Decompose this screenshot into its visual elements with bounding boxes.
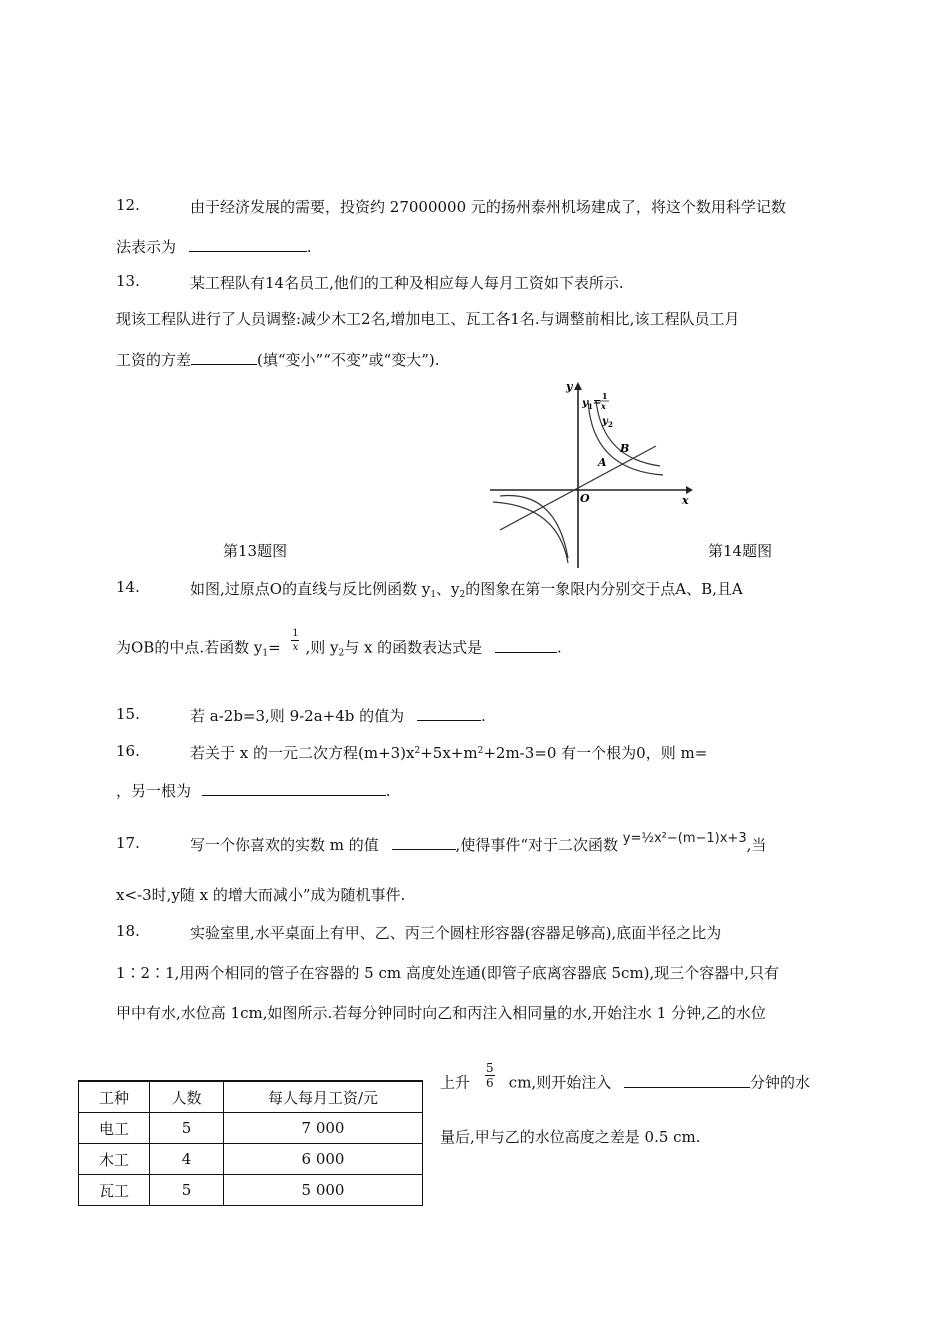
q18-text-c: 分钟的水: [749, 1073, 810, 1092]
table-header-cell: 每人每月工资/元: [224, 1081, 423, 1113]
q14-frac-num: 1: [292, 628, 299, 639]
q16-answer-blank: [202, 781, 386, 796]
y1-frac-den: x: [601, 401, 606, 411]
q14-frac-bar: [291, 640, 299, 641]
origin-label: O: [580, 492, 590, 505]
y2-subscript: 2: [608, 420, 613, 429]
q15-line: [190, 705, 486, 726]
q13-line1: 某工程队有14名员工,他们的工种及相应每人每月工资如下表所示.: [190, 274, 624, 292]
q14-answer-blank: [495, 638, 557, 653]
q14-sub-1: 1: [430, 590, 437, 600]
table-cell: 瓦工: [79, 1175, 150, 1206]
q17-text-b: ,使得事件“对于二次函数: [455, 836, 618, 854]
q13-text-a: 工资的方差: [116, 351, 192, 369]
y1-frac-num: 1: [602, 391, 608, 401]
figure-14-graph: [488, 378, 693, 568]
table-header-cell: 人数: [150, 1081, 224, 1113]
q14-number: 14.: [116, 578, 140, 596]
q16-end: .: [385, 782, 391, 800]
q12-text: 法表示为: [116, 238, 177, 256]
q18-line4: [440, 1061, 810, 1097]
table-cell: 6 000: [224, 1144, 423, 1175]
q18-line1: 实验室里,水平桌面上有甲、乙、丙三个圆柱形容器(容器足够高),底面半径之比为: [190, 924, 722, 942]
q14-text-mid: 、y: [436, 580, 460, 598]
q18-number: 18.: [116, 922, 140, 940]
q18-frac-num: 5: [485, 1061, 494, 1075]
q18-fraction: [485, 1062, 495, 1089]
q17-text-a: 写一个你喜欢的实数 m 的值: [190, 836, 379, 854]
q18-line5: 量后,甲与乙的水位高度之差是 0.5 cm.: [440, 1128, 701, 1146]
q17-line2: x<-3时,y随 x 的增大而减小”成为随机事件.: [116, 886, 406, 904]
y1-equals: =: [593, 397, 602, 408]
q16-sup-1: 2: [414, 746, 421, 756]
q17-line1: [190, 830, 767, 855]
q18-frac-den: 6: [485, 1076, 494, 1090]
table-cell: 4: [150, 1144, 224, 1175]
point-b-label: B: [620, 442, 630, 455]
q14-line1: [190, 578, 743, 600]
q16-text-a: 若关于 x 的一元二次方程(m+3)x: [190, 744, 415, 762]
q16-sup-2: 2: [477, 746, 484, 756]
y-axis-arrow: [574, 382, 582, 390]
q12-end: .: [306, 238, 312, 256]
q13-text-b: (填“变小”“不变”或“变大”).: [257, 351, 440, 369]
q13-line2: 现该工程队进行了人员调整:减少木工2名,增加电工、瓦工各1名.与调整前相比,该工程队员工月: [116, 310, 740, 328]
table-cell: 5: [150, 1113, 224, 1144]
q14-text-a: 如图,过原点O的直线与反比例函数 y: [190, 580, 431, 598]
y1-subscript: 1: [588, 402, 593, 411]
q14-line2-eq: =: [268, 638, 281, 657]
table-header-row: [79, 1081, 423, 1113]
q18-line3: 甲中有水,水位高 1cm,如图所示.若每分钟同时向乙和丙注入相同量的水,开始注水 1 分钟,乙的水位: [116, 1004, 766, 1022]
q14-end: .: [556, 638, 562, 657]
q17-answer-blank: [392, 835, 456, 850]
q17-number: 17.: [116, 834, 140, 852]
table-header-cell: 工种: [79, 1081, 150, 1113]
caption-fig13: 第13题图: [223, 542, 288, 560]
y2-label: y: [602, 416, 608, 427]
q14-line2-sub1: 1: [262, 648, 269, 659]
q17-formula: y=½x²−(m−1)x+3: [622, 830, 747, 846]
q16-number: 16.: [116, 742, 140, 760]
q13-number: 13.: [116, 272, 140, 290]
q12-answer-blank: [189, 237, 307, 252]
table-row: [79, 1113, 423, 1144]
q16-text-b: +5x+m: [420, 744, 478, 762]
q15-text: 若 a-2b=3,则 9-2a+4b 的值为: [190, 707, 405, 725]
q15-answer-blank: [417, 706, 481, 721]
wage-table: [78, 1080, 423, 1206]
table-cell: 5 000: [224, 1175, 423, 1206]
q18-line2: 1∶2∶1,用两个相同的管子在容器的 5 cm 高度处连通(即管子底离容器底 5cm),现三个容器中,只有: [116, 964, 780, 982]
table-cell: 木工: [79, 1144, 150, 1175]
q16-line2: [116, 780, 391, 801]
q15-number: 15.: [116, 705, 140, 723]
table-cell: 电工: [79, 1113, 150, 1144]
q14-line2: [116, 628, 562, 661]
x-axis-label: x: [682, 494, 689, 507]
y1-label: y: [582, 398, 588, 409]
q14-line2-sub2: 2: [338, 648, 345, 659]
q14-line2-b: ,则 y: [305, 638, 339, 657]
q14-fraction: [291, 628, 299, 653]
q13-answer-blank: [191, 350, 257, 365]
q14-text-end: 的图象在第一象限内分别交于点A、B,且A: [465, 580, 743, 598]
q12-line1: 由于经济发展的需要，投资约 27000000 元的扬州泰州机场建成了，将这个数用科学记数: [190, 198, 786, 216]
q12-line2: [116, 236, 312, 257]
q12-number: 12.: [116, 196, 140, 214]
q14-frac-den: x: [292, 642, 299, 653]
curve-y2-q3: [500, 496, 568, 558]
q16-text-c: +2m-3=0 有一个根为0，则 m=: [483, 744, 708, 762]
q14-line2-a: 为OB的中点.若函数 y: [116, 638, 263, 657]
q14-sub-2: 2: [459, 590, 466, 600]
caption-fig14: 第14题图: [708, 542, 773, 560]
q16-line1: [190, 742, 707, 763]
table-row: [79, 1144, 423, 1175]
x-axis-arrow: [686, 486, 693, 494]
q18-answer-blank: [624, 1073, 750, 1088]
table-cell: 7 000: [224, 1113, 423, 1144]
y-axis-label: y: [566, 380, 573, 393]
q18-text-a: 上升: [440, 1073, 471, 1092]
curve-y1-q3: [493, 502, 568, 563]
q17-text-c: ,当: [746, 836, 767, 854]
q13-line3: [116, 349, 440, 370]
q16-text-d: ，另一根为: [116, 782, 192, 800]
point-a-label: A: [598, 456, 607, 469]
table-row: [79, 1175, 423, 1206]
table-cell: 5: [150, 1175, 224, 1206]
q18-text-b: cm,则开始注入: [508, 1073, 612, 1092]
q14-line2-c: 与 x 的函数表达式是: [344, 638, 483, 657]
q15-end: .: [480, 707, 486, 725]
